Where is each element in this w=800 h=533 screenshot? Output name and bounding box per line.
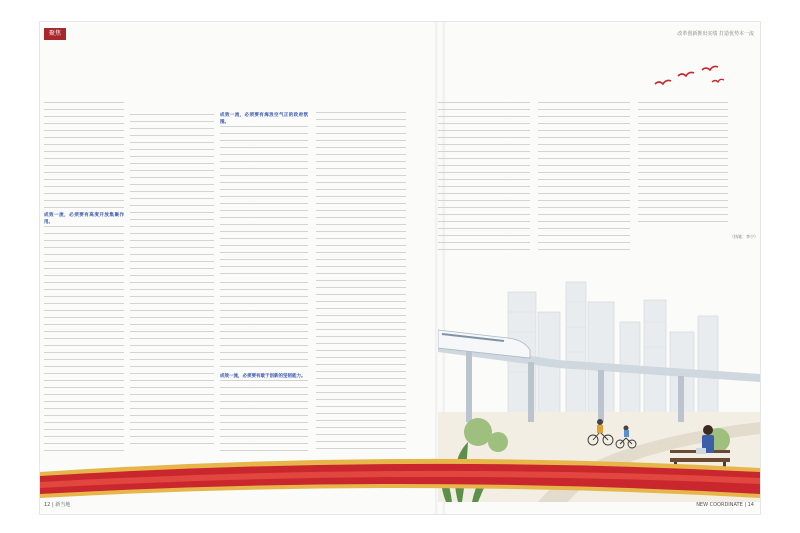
text-column-5 [438,102,530,262]
page-footer-right: NEW COORDINATE | 14 [696,502,754,508]
text-column-4 [316,112,406,457]
magazine-spread [40,22,760,514]
body-text-block [316,112,406,452]
text-column-2 [130,114,214,457]
body-text-block [438,102,530,252]
running-title: 改革创新推出实绩 打造优势本一流 [677,31,754,37]
page-footer-left: 12 | 新当地 [44,502,71,508]
red-birds-illustration [650,62,730,92]
section-heading-1: 成效一流，必须要有高度开放集聚作用。 [44,213,124,225]
body-text-block [130,114,214,444]
body-text-block [44,226,124,457]
text-column-3 [220,112,308,457]
body-text-block [220,282,308,367]
body-text-block [220,126,308,276]
section-heading-2: 成效一流，必须要有海浪空气正的政府氛围。 [220,113,308,125]
text-column-7 [638,102,728,262]
body-text-block [220,380,308,457]
body-text-block [638,102,728,222]
text-column-1 [44,102,124,457]
text-column-6 [538,102,630,262]
section-tag: 聚焦 [44,28,66,40]
section-heading-3: 成效一流，必须要有敢于创新的坚韧能力。 [220,373,308,380]
body-text-block [538,102,630,252]
author-signoff: （执笔：李宁） [730,234,758,239]
body-text-block [44,102,124,212]
red-wave-band [40,454,760,514]
